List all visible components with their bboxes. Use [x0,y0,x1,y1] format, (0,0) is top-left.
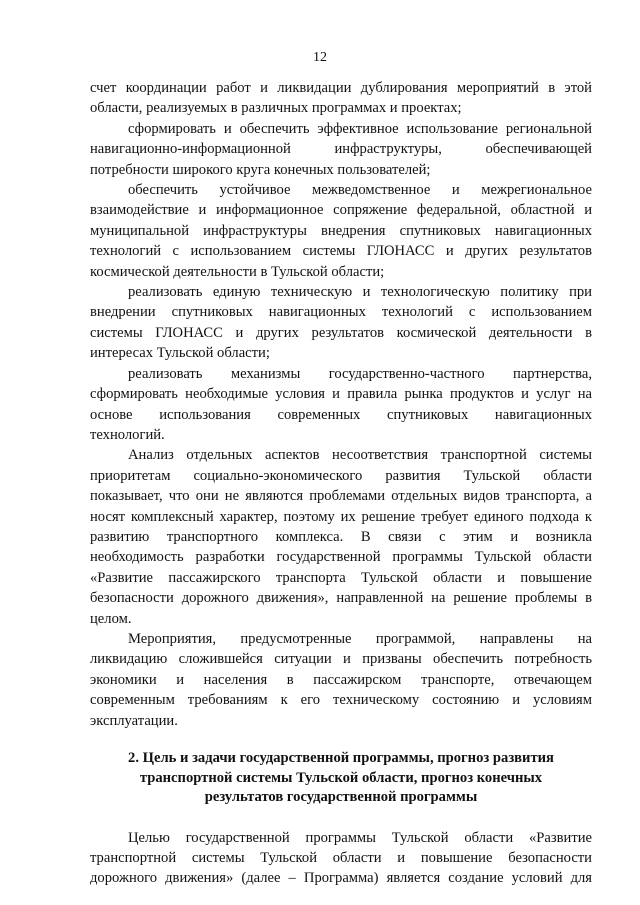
paragraph-7 [90,629,592,731]
text-line: обеспечить устойчивое межведомственное и межрегиональное [128,182,592,199]
text-line: ликвидацию сложившейся ситуации и призваны обеспечить потребность [90,651,592,668]
text-line: области, реализуемых в различных программах и проектах; [90,100,462,117]
text-line: внедрении спутниковых навигационных технологий с использованием [90,304,592,321]
heading-line: результатов государственной программы [204,789,478,805]
text-line: муниципальной инфраструктуры внедрения спутниковых навигационных [90,222,592,239]
text-line: эксплуатации. [90,712,178,729]
text-line: безопасности дорожного движения», направленной на решение проблемы в [90,590,592,607]
text-line: технологий. [90,426,165,443]
text-line: основе использования современных спутниковых навигационных [90,406,592,423]
paragraph-goal [90,828,592,889]
paragraph-2 [90,119,592,180]
text-line: дорожного движения» (далее – Программа) является создание условий для [90,870,592,887]
text-line: современным требованиям к его техническому состоянию и условиям [90,692,592,709]
text-line: необходимость разработки государственной программы Тульской области [90,549,592,566]
heading-line: 2. Цель и задачи государственной программы, прогноз развития [128,750,554,766]
paragraph-3 [90,180,592,282]
paragraph-5 [90,364,592,446]
paragraph-6 [90,445,592,629]
text-line: транспортной системы Тульской области и повышение безопасности [90,849,592,866]
text-line: сформировать и обеспечить эффективное использование региональной [128,120,592,137]
document-body [90,78,592,889]
text-line: развитию транспортного комплекса. В связи с этим и возникла [90,528,592,545]
text-line: космической деятельности в Тульской области; [90,263,385,280]
text-line: носят комплексный характер, поэтому их решение требует единого подхода к [90,508,592,525]
text-line: показывает, что они не являются проблемами отдельных видов транспорта, а [90,488,592,505]
text-line: Анализ отдельных аспектов несоответствия транспортной системы [128,447,592,464]
text-line: взаимодействие и информационное сопряжение федеральной, областной и [90,202,592,219]
text-line: интересах Тульской области; [90,345,270,362]
text-line: навигационно-информационной инфраструктуры, обеспечивающей [90,141,592,158]
text-line: технологий с использованием системы ГЛОНАСС и других результатов [90,243,592,260]
heading-line: транспортной системы Тульской области, прогноз конечных [139,769,543,786]
text-line: потребности широкого круга конечных пользователей; [90,161,431,178]
section-heading [90,749,592,808]
text-line: сформировать необходимые условия и правила рынка продуктов и услуг на [90,386,592,403]
text-line: реализовать единую техническую и технологическую политику при [128,284,592,301]
text-line: системы ГЛОНАСС и других результатов космической деятельности в [90,324,592,341]
text-line: реализовать механизмы государственно-частного партнерства, [128,365,592,382]
text-line: счет координации работ и ликвидации дублирования мероприятий в этой [90,80,592,96]
paragraph-4 [90,282,592,364]
page-number: 12 [313,50,327,65]
text-line: экономики и населения в пассажирском транспорте, отвечающем [90,671,592,688]
text-line: «Развитие пассажирского транспорта Тульской области и повышение [90,569,592,586]
text-line: целом. [90,610,132,627]
text-line: приоритетам социально-экономического развития Тульской области [90,467,592,484]
paragraph-1 [90,78,592,119]
text-line: Мероприятия, предусмотренные программой, направлены на [128,630,592,647]
text-line: Целью государственной программы Тульской области «Развитие [128,829,592,846]
